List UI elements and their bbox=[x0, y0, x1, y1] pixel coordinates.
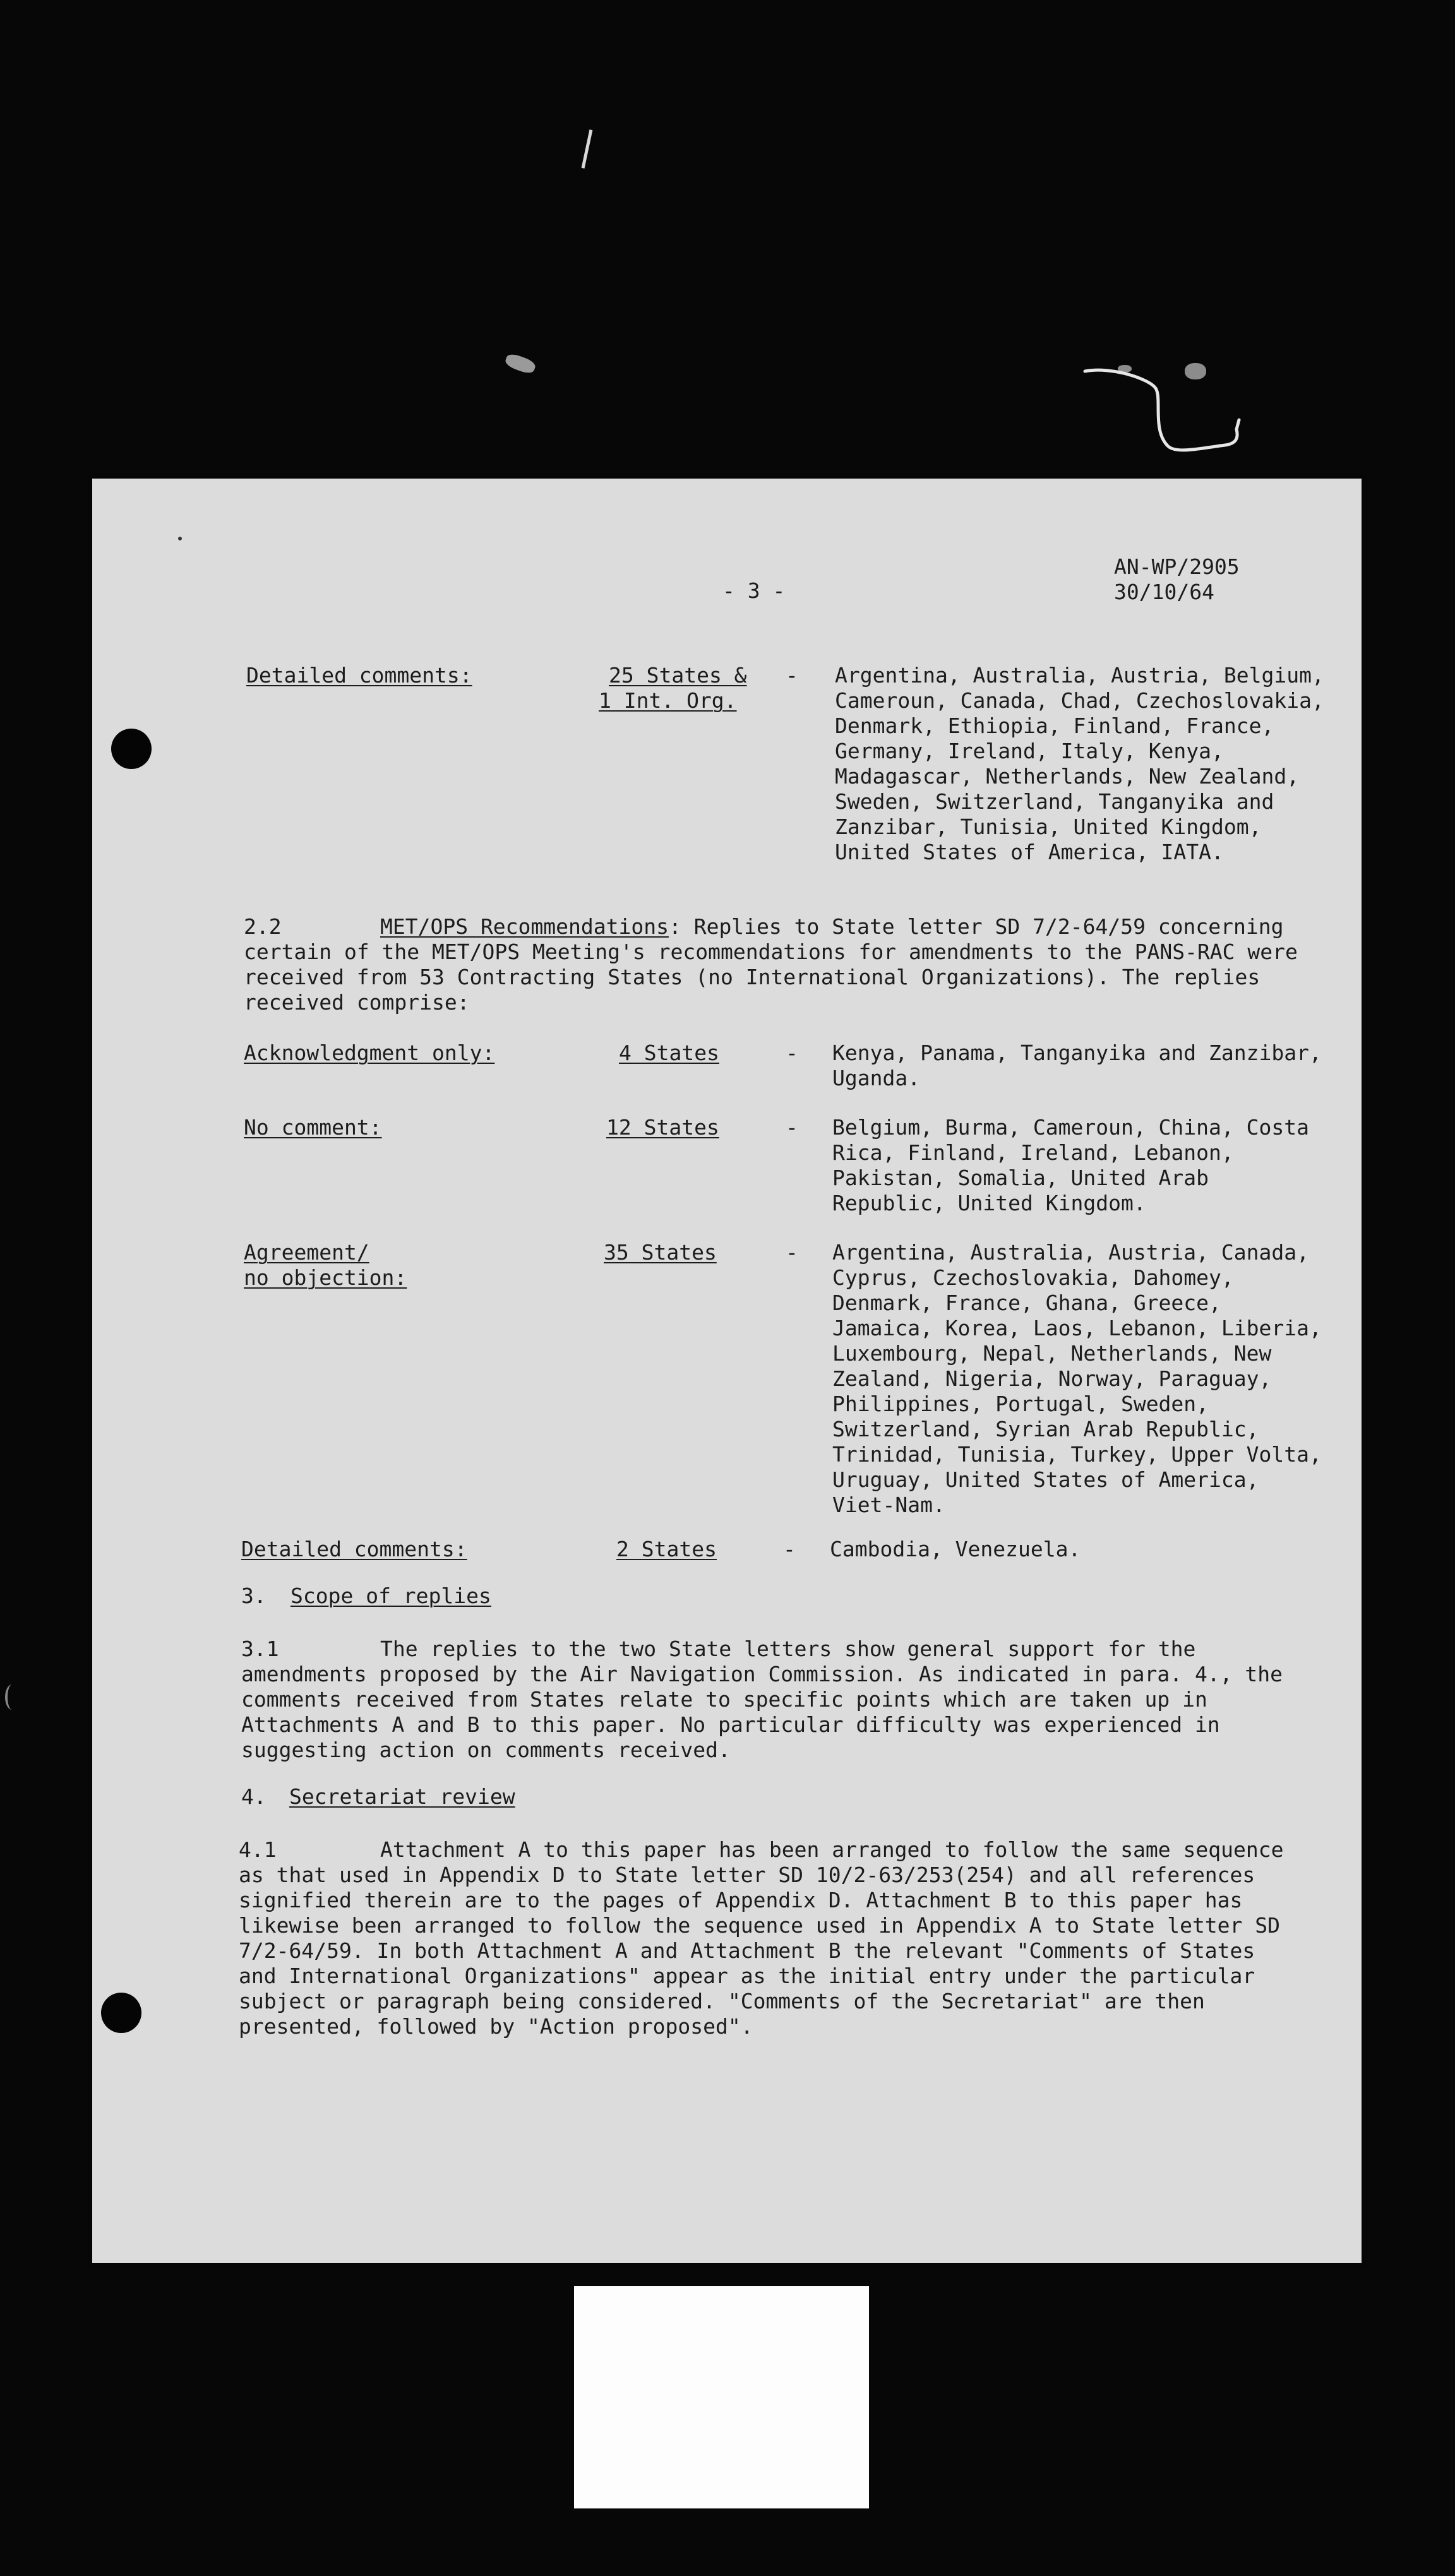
count-line-1: 25 States & bbox=[609, 663, 747, 688]
paragraph-number: 2.2 bbox=[244, 914, 282, 939]
punch-hole bbox=[101, 1993, 141, 2033]
punch-hole bbox=[111, 729, 152, 769]
state-list: Argentina, Australia, Austria, Belgium, Cameroun, Canada, Chad, Czechoslovakia, Denmark, Ethiopia, Finland, France, Germany, Ireland, Italy, Kenya, Madagascar, Netherlands, New Zealand, Sweden, Switzerland, Tanganyika and Zanzibar, Tunisia, United Kingdom, United States of America, IATA. bbox=[835, 663, 1324, 864]
state-list: Kenya, Panama, Tanganyika and Zanzibar, Uganda. bbox=[832, 1041, 1322, 1090]
dust-speck bbox=[178, 537, 182, 540]
dash: - bbox=[786, 1041, 798, 1065]
paragraph-text: Attachment A to this paper has been arranged to follow the same sequence as that used in Appendix D to State letter SD 10/2-63/253(254) and all references signified therein are to the pages of Appendix D. Attachment B to this paper has likewise been arranged to follow the sequence used in Appendix A to State letter SD 7/2-64/59. In both Attachment A and Attachment B the relevant "Comments of States and International Organizations" appear as the initial entry under the particular subject or paragraph being considered. "Comments of the Secretariat" are then presented, followed by "Action proposed". bbox=[239, 1837, 1284, 2039]
dash: - bbox=[786, 1115, 798, 1140]
section-number: 3. bbox=[241, 1583, 266, 1608]
paragraph-3-1 bbox=[241, 1637, 1290, 1763]
category-label: Detailed comments: bbox=[246, 663, 472, 688]
dash: - bbox=[783, 1537, 796, 1561]
paragraph-heading: MET/OPS Recommendations bbox=[380, 914, 669, 939]
document-date: 30/10/64 bbox=[1114, 580, 1214, 604]
state-count: 35 States bbox=[604, 1240, 717, 1265]
blank-card bbox=[574, 2286, 869, 2508]
state-count: 12 States bbox=[606, 1115, 719, 1140]
section-heading: Secretariat review bbox=[289, 1784, 515, 1809]
paragraph-number: 4.1 bbox=[239, 1837, 277, 1862]
state-count: 4 States bbox=[619, 1041, 719, 1065]
state-list: Argentina, Australia, Austria, Canada, Cyprus, Czechoslovakia, Dahomey, Denmark, France, Ghana, Greece, Jamaica, Korea, Laos, Lebanon, Liberia, Luxembourg, Nepal, Netherlands, New Zealand, Nigeria, Norway, Paraguay, Philippines, Portugal, Sweden, Switzerland, Syrian Arab Republic, Trinidad, Tunisia, Turkey, Upper Volta, Uruguay, United States of America, Viet-Nam. bbox=[832, 1240, 1322, 1517]
paragraph-number: 3.1 bbox=[241, 1637, 279, 1661]
paragraph-text: : Replies to State letter SD 7/2-64/59 concerning certain of the MET/OPS Meeting's recommendations for amendments to the PANS-RAC were received from 53 Contracting States (no International Organizations). The replies received comprise: bbox=[244, 914, 1298, 1015]
dust-speck bbox=[504, 352, 537, 375]
section-heading: Scope of replies bbox=[290, 1583, 491, 1608]
category-label-line-2: no objection: bbox=[244, 1265, 407, 1290]
count-line-2: 1 Int. Org. bbox=[599, 688, 737, 713]
category-label: No comment: bbox=[244, 1115, 382, 1140]
document-reference: AN-WP/2905 bbox=[1114, 554, 1240, 579]
edge-mark bbox=[5, 1685, 19, 1710]
category-label: Agreement/ bbox=[244, 1240, 369, 1265]
paragraph-4-1 bbox=[239, 1837, 1293, 2039]
dash: - bbox=[786, 1240, 798, 1265]
page-number: - 3 - bbox=[722, 578, 786, 603]
category-label: Detailed comments: bbox=[241, 1537, 467, 1561]
category-label: Acknowledgment only: bbox=[244, 1041, 495, 1065]
paragraph-text: The replies to the two State letters show general support for the amendments proposed by the Air Navigation Commission. As indicated in para. 4., the comments received from States relate to specific points which are taken up in Attachments A and B to this paper. No particular difficulty was experienced in suggesting action on comments received. bbox=[241, 1637, 1283, 1762]
paragraph-body bbox=[244, 914, 1305, 1015]
dash: - bbox=[786, 663, 798, 688]
section-number: 4. bbox=[241, 1784, 266, 1809]
state-count: 2 States bbox=[616, 1537, 717, 1561]
document-page bbox=[92, 479, 1362, 2263]
hair-fibre bbox=[1074, 360, 1263, 467]
state-list: Cambodia, Venezuela. bbox=[830, 1537, 1081, 1561]
state-list: Belgium, Burma, Cameroun, China, Costa Rica, Finland, Ireland, Lebanon, Pakistan, Somalia, United Arab Republic, United Kingdom. bbox=[832, 1115, 1309, 1215]
scratch-mark bbox=[582, 129, 593, 169]
